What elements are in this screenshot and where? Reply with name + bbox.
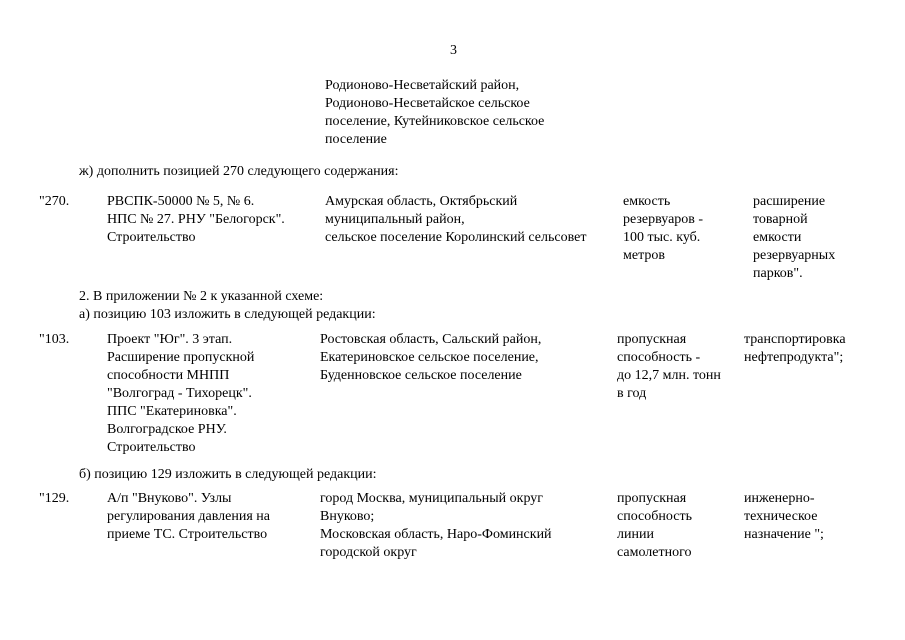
position-number: "270. — [39, 194, 70, 209]
object-name: РВСПК-50000 № 5, № 6. НПС № 27. РНУ "Белогорск". Строительство — [107, 194, 285, 245]
object-location: Амурская область, Октябрьский муниципальный район, сельское поселение Королинский сельсовет — [325, 194, 587, 245]
paragraph-zh: ж) дополнить позицией 270 следующего содержания: — [79, 164, 399, 179]
object-parameter: пропускная способность линии самолетного — [617, 491, 692, 560]
object-parameter: пропускная способность - до 12,7 млн. тонн в год — [617, 332, 721, 401]
paragraph-2: 2. В приложении № 2 к указанной схеме: — [79, 289, 324, 304]
object-purpose: расширение товарной емкости резервуарных парков". — [753, 194, 836, 281]
paragraph-a: а) позицию 103 изложить в следующей редакции: — [79, 307, 376, 322]
object-name: А/п "Внуково". Узлы регулирования давления на приеме ТС. Строительство — [107, 491, 270, 542]
page-number: 3 — [450, 43, 457, 58]
continued-location-text: Родионово-Несветайский район, Родионово-Несветайское сельское поселение, Кутейниковское сельское поселение — [325, 78, 545, 147]
object-purpose: транспортировка нефтепродукта"; — [744, 332, 846, 365]
object-name: Проект "Юг". 3 этап. Расширение пропускной способности МНПП "Волгоград - Тихорецк". ППС "Екатериновка". Волгоградское РНУ. Строительство — [107, 332, 255, 455]
object-location: город Москва, муниципальный округ Внуково; Московская область, Наро-Фоминский городской округ — [320, 491, 552, 560]
object-parameter: емкость резервуаров - 100 тыс. куб. метров — [623, 194, 704, 263]
object-location: Ростовская область, Сальский район, Екатериновское сельское поселение, Буденновское сельское поселение — [320, 332, 542, 383]
object-purpose: инженерно- техническое назначение "; — [744, 491, 824, 542]
paragraph-b: б) позицию 129 изложить в следующей редакции: — [79, 467, 377, 482]
position-number: "129. — [39, 491, 70, 506]
position-number: "103. — [39, 332, 70, 347]
